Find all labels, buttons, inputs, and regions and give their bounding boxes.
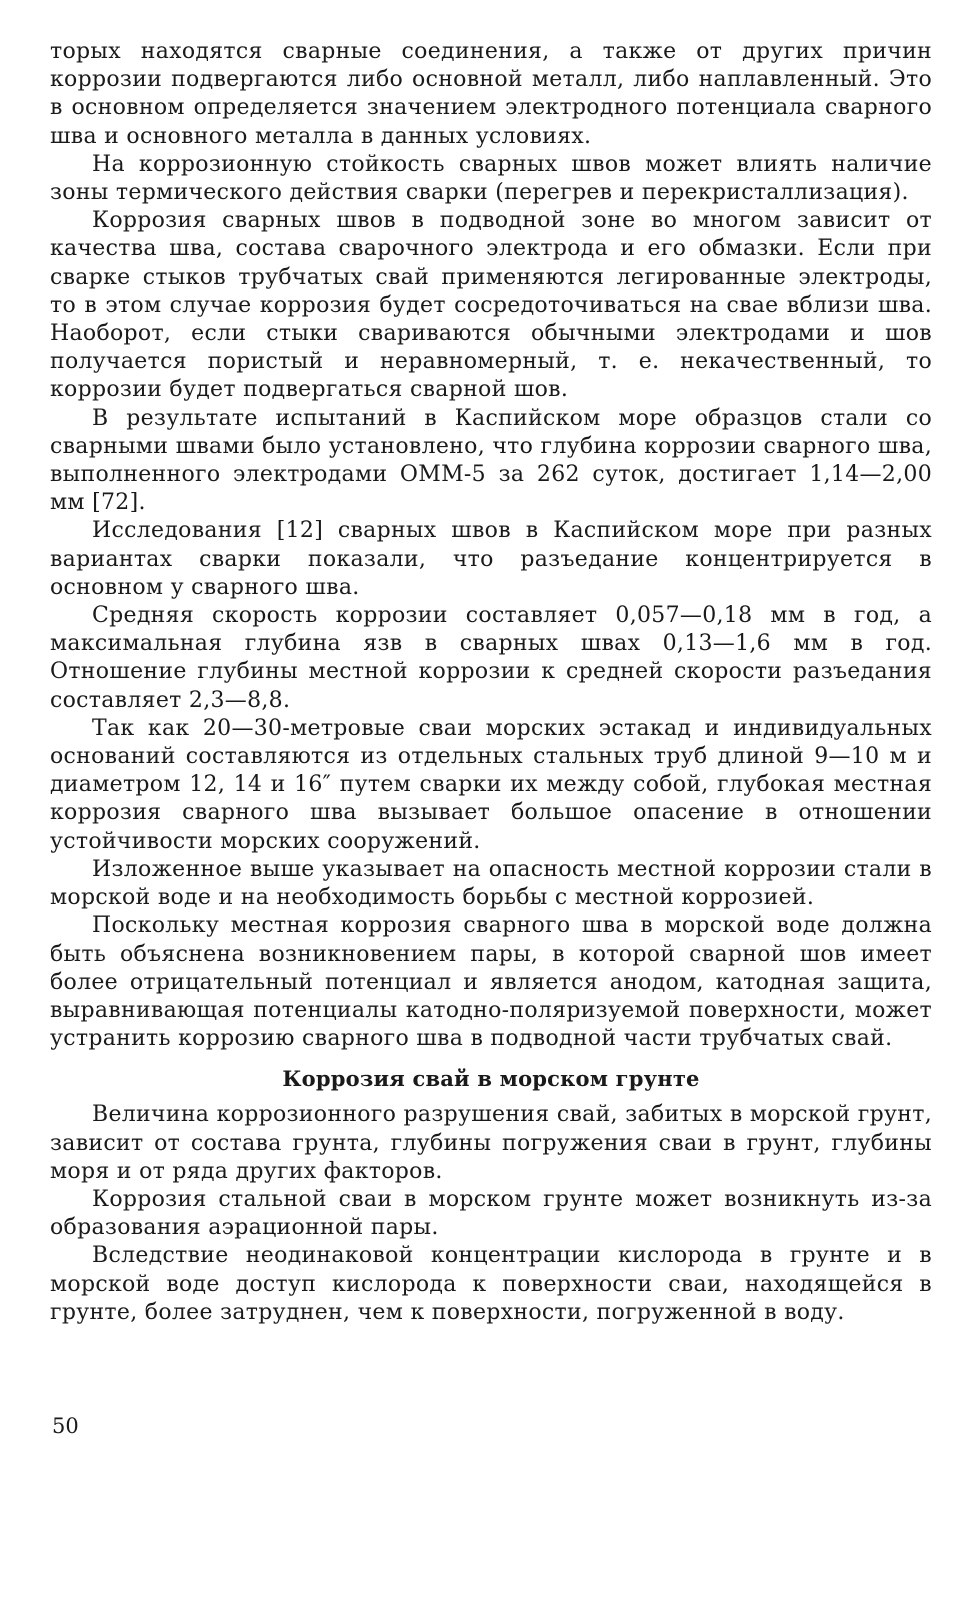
paragraph-9: Поскольку местная коррозия сварного шва в морской воде должна быть объяснена возникновением пары, в которой сварной шов имеет более отрицательный потенциал и является анодом, катодная защита, выравнивающая потенциалы катодно-поляризуемой поверхности, может устранить коррозию сварного шва в подводной части трубчатых свай. <box>50 913 932 1052</box>
paragraph-4: В результате испытаний в Каспийском море образцов стали со сварными швами было установлено, что глубина коррозии сварного шва, выполненного электродами ОММ-5 за 262 суток, достигает 1,14—2,00 мм [72]. <box>50 405 932 516</box>
paragraph-8: Изложенное выше указывает на опасность местной коррозии стали в морской воде и на необходимость борьбы с местной коррозией. <box>50 856 932 911</box>
paragraph-3: Коррозия сварных швов в подводной зоне во многом зависит от качества шва, состава сварочного электрода и его обмазки. Если при сварке стыков трубчатых свай применяются легированные электроды, то в этом случае коррозия будет сосредоточиваться на свае вблизи шва. Наоборот, если стыки свариваются обычными электродами и шов получается пористый и неравномерный, т. е. некачественный, то коррозии будет подвергаться сварной шов. <box>50 208 932 403</box>
paragraph-7: Так как 20—30-метровые сваи морских эстакад и индивидуальных оснований составляются из отдельных стальных труб длиной 9—10 м и диаметром 12, 14 и 16″ путем сварки их между собой, глубокая местная коррозия сварного шва вызывает большое опасение в отношении устойчивости морских сооружений. <box>50 715 932 854</box>
paragraph-1: торых находятся сварные соединения, а также от других причин коррозии подвергаются либо основной металл, либо наплавленный. Это в основном определяется значением электродного потенциала сварного шва и основного металла в данных условиях. <box>50 39 932 149</box>
page-number: 50 <box>52 1414 79 1438</box>
section-heading: Коррозия свай в морском грунте <box>282 1066 700 1092</box>
paragraph-2: На коррозионную стойкость сварных швов может влиять наличие зоны термического действия сварки (перегрев и перекристаллизация). <box>50 151 932 206</box>
section-paragraph-2: Коррозия стальной сваи в морском грунте может возникнуть из-за образования аэрационной пары. <box>50 1186 932 1241</box>
page-body <box>50 38 932 1327</box>
paragraph-5: Исследования [12] сварных швов в Каспийском море при разных вариантах сварки показали, что разъедание концентрируется в основном у сварного шва. <box>50 518 932 600</box>
section-paragraph-3: Вследствие неодинаковой концентрации кислорода в грунте и в морской воде доступ кислорода к поверхности сваи, находящейся в грунте, более затруднен, чем к поверхности, погруженной в воду. <box>50 1243 932 1325</box>
paragraph-6: Средняя скорость коррозии составляет 0,057—0,18 мм в год, а максимальная глубина язв в сварных швах 0,13—1,6 мм в год. Отношение глубины местной коррозии к средней скорости разъедания составляет 2,3—8,8. <box>50 603 932 713</box>
section-paragraph-1: Величина коррозионного разрушения свай, забитых в морской грунт, зависит от состава грунта, глубины погружения сваи в грунт, глубины моря и от ряда других факторов. <box>50 1102 932 1184</box>
